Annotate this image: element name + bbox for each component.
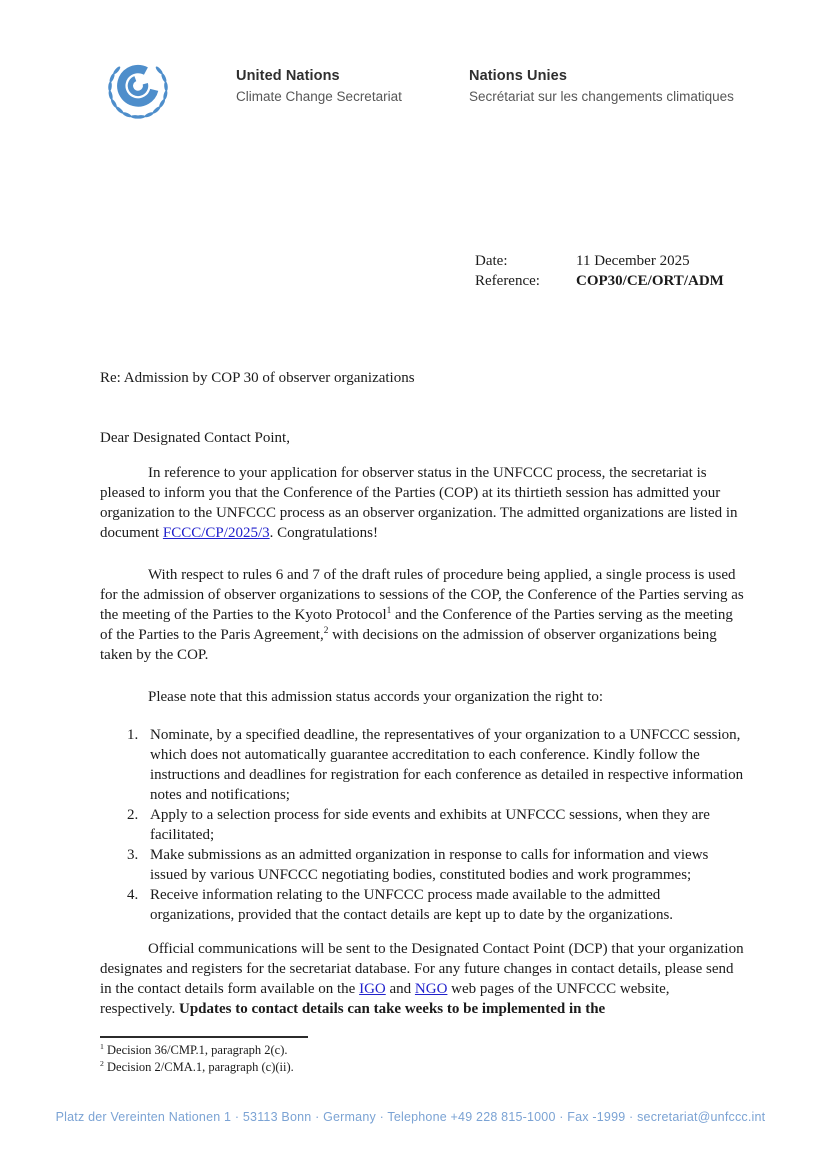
p4-text-after: web pages of the UNFCCC website, respectively. — [100, 981, 670, 1017]
date-row — [475, 251, 724, 271]
list-item — [100, 885, 744, 925]
rights-list — [100, 725, 744, 925]
date-label: Date: — [475, 253, 508, 269]
header-fr-subtitle: Secrétariat sur les changements climatiques — [469, 89, 734, 104]
unfccc-logo-icon — [100, 52, 176, 134]
paragraph-rules — [100, 565, 744, 665]
header-en-title: United Nations — [236, 68, 340, 84]
footnotes-section — [100, 1036, 308, 1076]
footer-address: Platz der Vereinten Nationen 1 · 53113 Bonn · Germany · Telephone +49 228 815-1000 · Fax -1999 · secretariat@unfccc.int — [55, 1110, 766, 1124]
letter-body — [100, 463, 744, 1019]
footnote-2-text: Decision 2/CMA.1, paragraph (c)(ii). — [107, 1060, 294, 1074]
list-item-text: Make submissions as an admitted organization in response to calls for information and views issued by various UNFCCC negotiating bodies, constituted bodies and work programmes; — [150, 847, 709, 883]
footnote-separator — [100, 1036, 308, 1038]
p4-text: Official communications will be sent to the Designated Contact Point (DCP) that your organization designates and registers for the secretariat database. For any future changes in contact details, please send in the contact details form available on the — [100, 941, 744, 997]
list-item-number: 1. — [127, 727, 139, 743]
list-item-number: 4. — [127, 887, 139, 903]
list-item-text: Receive information relating to the UNFCCC process made available to the admitted organizations, provided that the contact details are kept up to date by the organizations. — [150, 887, 674, 923]
subject-line: Re: Admission by COP 30 of observer organizations — [100, 370, 415, 386]
salutation: Dear Designated Contact Point, — [100, 430, 290, 446]
header-french — [469, 68, 734, 104]
p1-text-after: . Congratulations! — [269, 525, 378, 541]
header-en-subtitle: Climate Change Secretariat — [236, 89, 402, 104]
fccc-cp-2025-3-link[interactable]: FCCC/CP/2025/3 — [162, 525, 270, 541]
list-item-number: 2. — [127, 807, 139, 823]
p2-text-mid: and the Conference of the Parties serving as the meeting of the Parties to the Paris Agreement, — [100, 607, 733, 643]
footnote-1-number: 1 — [100, 1041, 104, 1051]
meta-block — [475, 251, 724, 291]
footnote-2 — [100, 1059, 308, 1076]
footnote-ref-2: 2 — [323, 626, 329, 636]
p4-bold-text: Updates to contact details can take weeks to be implemented in the — [179, 1001, 606, 1017]
p4-text-mid: and — [385, 981, 415, 997]
footnote-1 — [100, 1042, 308, 1059]
igo-link[interactable]: IGO — [359, 981, 386, 997]
reference-value: COP30/CE/ORT/ADM — [576, 273, 724, 289]
p2-text-after: with decisions on the admission of observer organizations being taken by the COP. — [100, 627, 717, 663]
paragraph-admission — [100, 463, 744, 543]
p2-text: With respect to rules 6 and 7 of the draft rules of procedure being applied, a single process is used for the admission of observer organizations to sessions of the COP, the Conference of the Parties serving as the meeting of the Parties to the Kyoto Protocol — [100, 567, 744, 623]
footnote-1-text: Decision 36/CMP.1, paragraph 2(c). — [107, 1043, 288, 1057]
list-item-text: Nominate, by a specified deadline, the representatives of your organization to a UNFCCC session, which does not automatically guarantee accreditation to each conference. Kindly follow the instructions and deadlines for registration for each conference as detailed in respective information notes and notifications; — [150, 727, 744, 803]
paragraph-rights-intro: Please note that this admission status accords your organization the right to: — [148, 689, 604, 705]
date-value: 11 December 2025 — [576, 253, 690, 269]
footnote-ref-1: 1 — [386, 606, 392, 616]
reference-label: Reference: — [475, 273, 540, 289]
paragraph-communications — [100, 939, 744, 1019]
list-item — [100, 725, 744, 805]
list-item — [100, 845, 744, 885]
list-item — [100, 805, 744, 845]
header-english — [236, 68, 402, 104]
p1-text: In reference to your application for observer status in the UNFCCC process, the secretariat is pleased to inform you that the Conference of the Parties (COP) at its thirtieth session has admitted your organization to the UNFCCC process as an observer organization. The admitted organizations are listed in document — [100, 465, 738, 541]
ngo-link[interactable]: NGO — [414, 981, 448, 997]
list-item-number: 3. — [127, 847, 139, 863]
list-item-text: Apply to a selection process for side events and exhibits at UNFCCC sessions, when they are facilitated; — [150, 807, 710, 843]
header-fr-title: Nations Unies — [469, 68, 567, 84]
reference-row — [475, 271, 724, 291]
footnote-2-number: 2 — [100, 1058, 104, 1068]
